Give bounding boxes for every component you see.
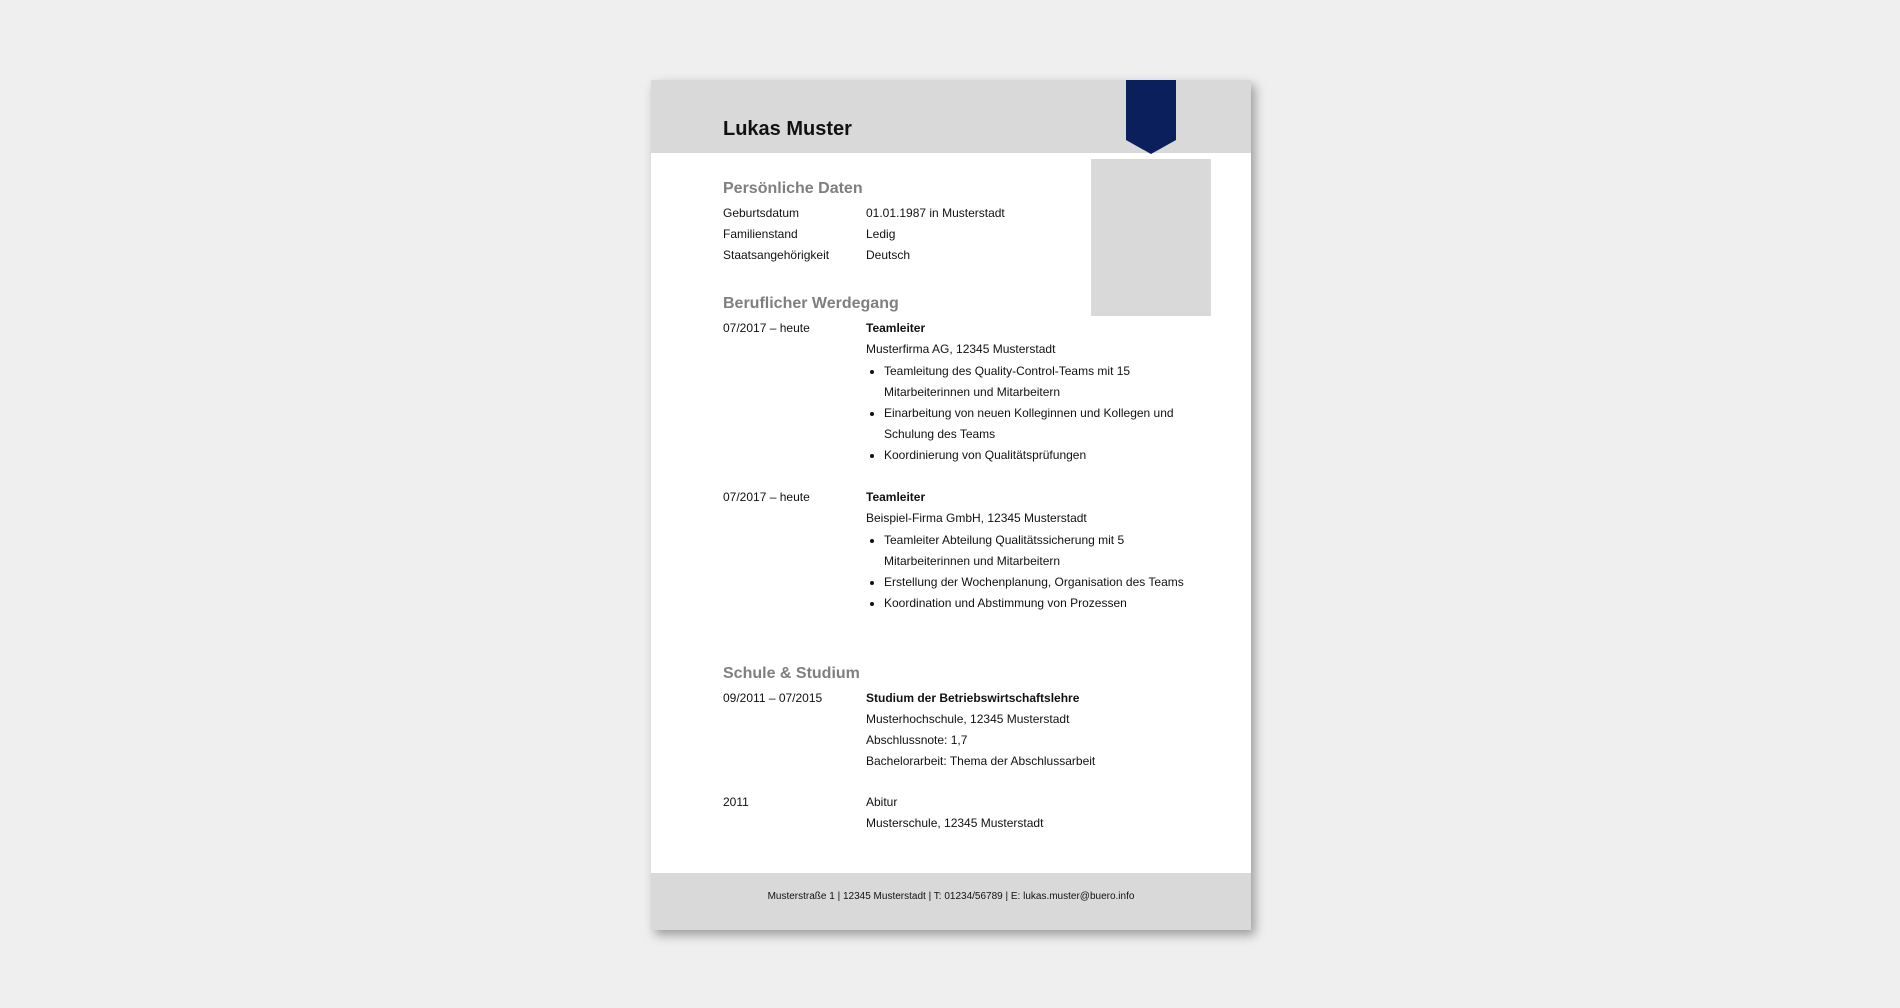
task-item: • Erstellung der Wochenplanung, Organisation des Teams	[884, 572, 1193, 593]
education-line: Bachelorarbeit: Thema der Abschlussarbeit	[866, 754, 1096, 768]
footer-band	[651, 873, 1251, 930]
education-line: Musterschule, 12345 Musterstadt	[866, 816, 1044, 830]
education-line: Musterhochschule, 12345 Musterstadt	[866, 712, 1070, 726]
education-line: Abschlussnote: 1,7	[866, 733, 968, 747]
company: Beispiel-Firma GmbH, 12345 Musterstadt	[866, 511, 1087, 525]
company: Musterfirma AG, 12345 Musterstadt	[866, 342, 1056, 356]
applicant-name: Lukas Muster	[723, 118, 852, 140]
career-period: 07/2017 – heute	[723, 321, 810, 335]
job-title: Teamleiter	[866, 321, 926, 335]
task-item: • Einarbeitung von neuen Kolleginnen und Kollegen und Schulung des Teams	[884, 403, 1193, 445]
personal-label: Geburtsdatum	[723, 206, 800, 220]
job-title: Teamleiter	[866, 490, 926, 504]
degree-title-plain: Abitur	[866, 795, 898, 809]
personal-label: Familienstand	[723, 227, 798, 241]
bookmark-ribbon-icon	[1126, 80, 1176, 154]
personal-label: Staatsangehörigkeit	[723, 248, 830, 262]
task-list	[866, 530, 1193, 614]
task-item: • Koordinierung von Qualitätsprüfungen	[884, 445, 1193, 466]
task-list	[866, 361, 1193, 466]
degree-title: Studium der Betriebswirtschaftslehre	[866, 691, 1080, 705]
contact-line: Musterstraße 1 | 12345 Musterstadt | T: 01234/56789 | E: lukas.muster@buero.info	[767, 891, 1135, 902]
task-item: • Teamleitung des Quality-Control-Teams mit 15 Mitarbeiterinnen und Mitarbeitern	[884, 361, 1193, 403]
section-title-education: Schule & Studium	[723, 665, 860, 682]
education-period: 2011	[723, 795, 749, 809]
career-period: 07/2017 – heute	[723, 490, 810, 504]
task-item: • Teamleiter Abteilung Qualitätssicherung mit 5 Mitarbeiterinnen und Mitarbeitern	[884, 530, 1193, 572]
education-period: 09/2011 – 07/2015	[723, 691, 823, 705]
personal-value: Ledig	[866, 227, 896, 241]
section-title-personal: Persönliche Daten	[723, 180, 863, 197]
section-title-career: Beruflicher Werdegang	[723, 295, 899, 312]
personal-value: Deutsch	[866, 248, 911, 262]
cv-page	[651, 80, 1251, 930]
personal-value: 01.01.1987 in Musterstadt	[866, 206, 1005, 220]
task-item: • Koordination und Abstimmung von Prozessen	[884, 593, 1193, 614]
